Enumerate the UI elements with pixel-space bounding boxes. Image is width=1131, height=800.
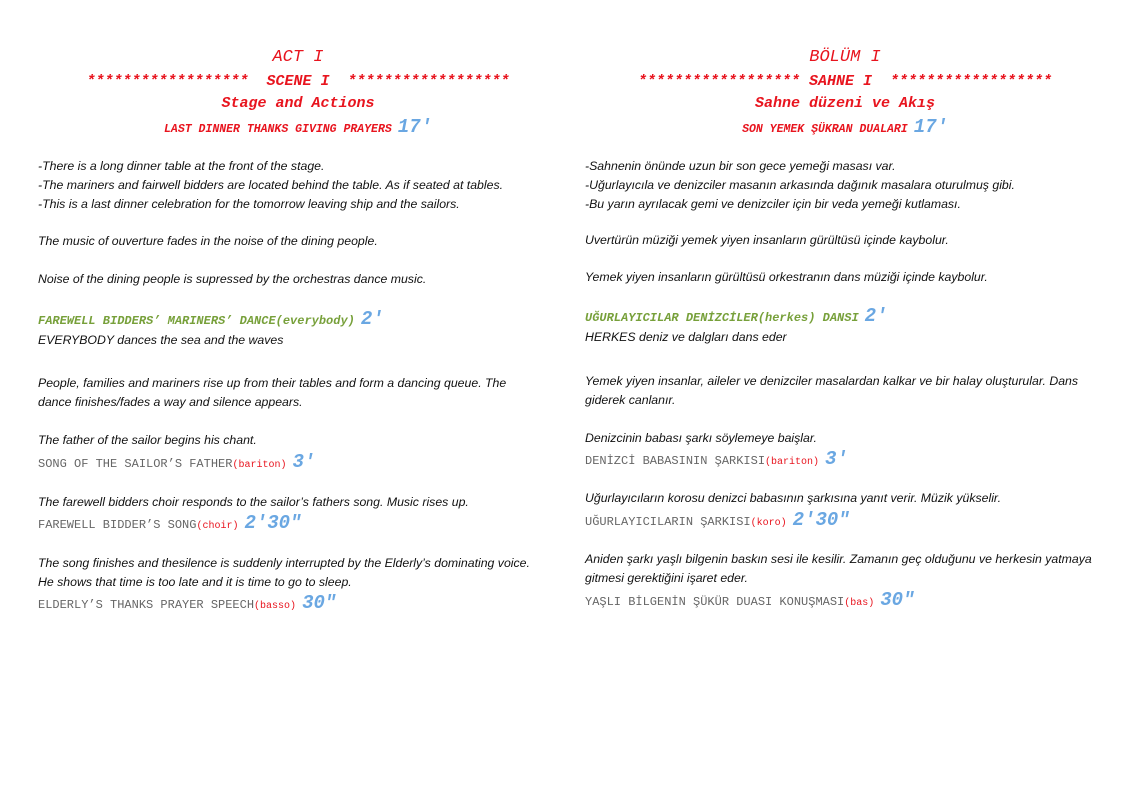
scene-heading: ****************** SAHNE I ****************** (637, 73, 1053, 90)
intro-paragraph (38, 157, 558, 214)
song-title (38, 512, 301, 534)
paragraph (585, 372, 1105, 410)
subtitle-duration: 17′ (397, 116, 432, 138)
song-title-text: UĞURLAYICILARIN ŞARKISI (585, 515, 751, 529)
stage-heading: Stage and Actions (221, 95, 375, 112)
song-title (585, 448, 848, 470)
dance-title (585, 305, 887, 327)
paragraph: The music of ouverture fades in the noise of the dining people. (38, 234, 378, 248)
dance-duration: 2′ (864, 305, 888, 327)
voice-type: (koro) (750, 518, 787, 529)
intro-paragraph (585, 157, 1105, 214)
song-duration: 2′30″ (244, 512, 302, 534)
intro-line: -This is a last dinner celebration for the tomorrow leaving ship and the sailors. (38, 197, 460, 211)
song-title-text: FAREWELL BIDDER’S SONG (38, 518, 197, 532)
subtitle-text: SON YEMEK ŞÜKRAN DUALARI (742, 123, 908, 136)
paragraph: Noise of the dining people is supressed by the orchestras dance music. (38, 272, 427, 286)
paragraph (38, 554, 558, 592)
song-title-text: YAŞLI BİLGENİN ŞÜKÜR DUASI KONUŞMASI (585, 595, 845, 609)
paragraph: Uvertürün müziği yemek yiyen insanların gürültüsü içinde kaybolur. (585, 233, 949, 247)
paragraph-line: giderek canlanır. (585, 393, 676, 407)
voice-type: (choir) (196, 521, 239, 532)
dance-title (38, 308, 384, 330)
intro-line: -There is a long dinner table at the front of the stage. (38, 159, 325, 173)
paragraph-line: People, families and mariners rise up from their tables and form a dancing queue. The (38, 376, 507, 390)
section-subtitle (38, 116, 558, 138)
song-title-text: ELDERLY’S THANKS PRAYER SPEECH (38, 598, 255, 612)
voice-type: (bas) (844, 598, 875, 609)
song-duration: 3′ (825, 448, 848, 470)
song-title (38, 592, 336, 614)
scene-heading: ****************** SCENE I ****************** (86, 73, 510, 90)
subtitle-duration: 17′ (913, 116, 948, 138)
act-heading: BÖLÜM I (809, 48, 881, 67)
paragraph-line: The song finishes and thesilence is suddenly interrupted by the Elderly’s dominating voice. (38, 556, 530, 570)
song-duration: 2′30″ (792, 509, 850, 531)
act-heading: ACT I (272, 48, 324, 67)
voice-type: (bariton) (765, 457, 820, 468)
intro-line: -The mariners and fairwell bidders are located behind the table. As if seated at tables. (38, 178, 504, 192)
paragraph: Denizcinin babası şarkı söylemeye baişlar. (585, 431, 817, 445)
paragraph-line: Aniden şarkı yaşlı bilgenin baskın sesi ile kesilir. Zamanın geç olduğunu ve herkesin yatmaya (585, 552, 1092, 566)
song-title (585, 589, 914, 611)
song-duration: 30″ (880, 589, 915, 611)
paragraph-line: gitmesi gerektiğini işaret eder. (585, 571, 748, 585)
dance-description: HERKES deniz ve dalgları dans eder (585, 330, 787, 344)
song-title-text: SONG OF THE SAILOR’S FATHER (38, 457, 233, 471)
song-duration: 30″ (302, 592, 337, 614)
paragraph: Uğurlayıcıların korosu denizci babasının şarkısına yanıt verir. Müzik yükselir. (585, 491, 1001, 505)
paragraph: Yemek yiyen insanların gürültüsü orkestranın dans müziği içinde kaybolur. (585, 270, 988, 284)
paragraph: The father of the sailor begins his chant. (38, 433, 257, 447)
dance-title-text: FAREWELL BIDDERS’ MARINERS’ DANCE(everybody) (38, 314, 355, 328)
paragraph-line: dance finishes/fades a way and silence appears. (38, 395, 303, 409)
dance-description: EVERYBODY dances the sea and the waves (38, 333, 284, 347)
song-duration: 3′ (292, 451, 316, 473)
song-title (585, 509, 850, 531)
voice-type: (basso) (254, 601, 297, 612)
paragraph (585, 550, 1105, 588)
intro-line: -Sahnenin önünde uzun bir son gece yemeği masası var. (585, 159, 896, 173)
intro-line: -Uğurlayıcıla ve denizciler masanın arkasında dağınık masalara oturulmuş gibi. (585, 178, 1015, 192)
paragraph (38, 374, 558, 412)
dance-title-text: UĞURLAYICILAR DENİZCİLER(herkes) DANSI (585, 311, 859, 325)
dance-duration: 2′ (360, 308, 384, 330)
paragraph-line: He shows that time is too late and it is time to go to sleep. (38, 575, 352, 589)
subtitle-text: LAST DINNER THANKS GIVING PRAYERS (164, 123, 392, 136)
section-subtitle (585, 116, 1105, 138)
voice-type: (bariton) (232, 460, 287, 471)
song-title-text: DENİZCİ BABASININ ŞARKISI (585, 454, 766, 468)
intro-line: -Bu yarın ayrılacak gemi ve denizciler için bir veda yemeği kutlaması. (585, 197, 961, 211)
paragraph-line: Yemek yiyen insanlar, aileler ve denizciler masalardan kalkar ve bir halay oluşturular. Dans (585, 374, 1079, 388)
stage-heading: Sahne düzeni ve Akış (754, 95, 936, 112)
paragraph: The farewell bidders choir responds to the sailor’s fathers song. Music rises up. (38, 495, 469, 509)
song-title (38, 451, 315, 473)
